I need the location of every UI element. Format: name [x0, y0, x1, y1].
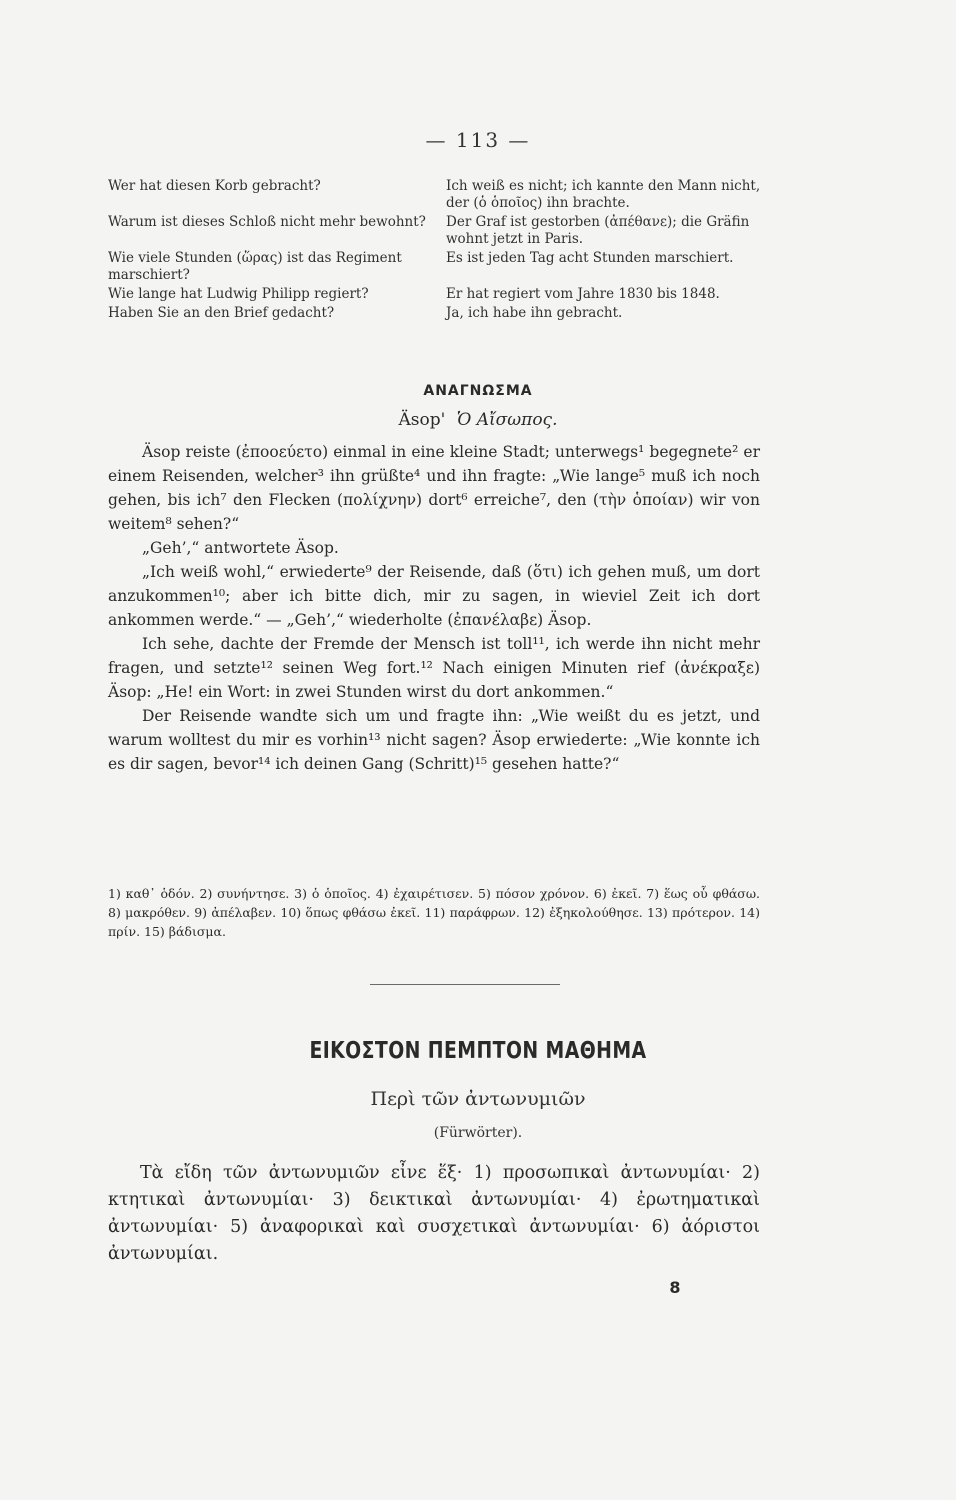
qa-row — [108, 286, 768, 303]
qa-row — [108, 178, 768, 212]
qa-row — [108, 214, 768, 248]
lesson-intro — [108, 1160, 760, 1268]
question: Haben Sie an den Brief gedacht? — [108, 305, 335, 321]
reading-heading: ΑΝΑΓΝΩΣΜΑ — [423, 383, 533, 399]
answer: Ich weiß es nicht; ich kannte den Mann nicht, der (ὁ ὁποῖος) ihn brachte. — [446, 178, 761, 211]
page-number: — 113 — — [425, 128, 531, 152]
answer: Der Graf ist gestorben (ἀπέθανε); die Gräfin wohnt jetzt in Paris. — [446, 214, 750, 247]
question: Warum ist dieses Schloß nicht mehr bewohnt? — [108, 214, 426, 230]
lesson-german-term: (Fürwörter). — [433, 1125, 523, 1141]
story-paragraph: „Geh’,“ antwortete Äsop. — [142, 539, 339, 557]
question: Wer hat diesen Korb gebracht? — [108, 178, 321, 194]
footnotes-text: 1) καθ᾿ ὁδόν. 2) συνήντησε. 3) ὁ ὁποῖος. 4) ἐχαιρέτισεν. 5) πόσον χρόνον. 6) ἐκεῖ. 7) ἕως οὗ φθάσω. 8) μακρόθεν. 9) ἀπέλαβεν. 10) ὅπως φθάσω ἐκεῖ. 11) παράφρων. 12) ἐξηκολούθησε. 13) πρότερον. 14) πρίν. 15) βάδισμα. — [108, 886, 760, 939]
reading-title — [0, 410, 956, 430]
signature-mark: 8 — [669, 1278, 681, 1297]
footnotes — [108, 884, 760, 941]
lesson-subtitle: Περὶ τῶν ἀντωνυμιῶν — [370, 1088, 586, 1110]
story-text — [108, 440, 760, 776]
section-divider — [370, 984, 560, 985]
lesson-intro-text: Τὰ εἴδη τῶν ἀντωνυμιῶν εἶνε ἕξ· 1) προσωπικαὶ ἀντωνυμίαι· 2) κτητικαὶ ἀντωνυμίαι· 3) δεικτικαὶ ἀντωνυμίαι· 4) ἐρωτηματικαὶ ἀντωνυμίαι· 5) ἀναφορικαὶ καὶ συσχετικαὶ ἀντωνυμίαι· 6) ἀόριστοι ἀντωνυμίαι. — [108, 1163, 760, 1264]
story-paragraph: Ich sehe, dachte der Fremde der Mensch ist toll¹¹, ich werde ihn nicht mehr fragen, und setzte¹² seinen Weg fort.¹² Nach einigen Minuten rief (ἀνέκραξε) Äsop: „He! ein Wort: in zwei Stunden wirst du dort ankommen.“ — [108, 635, 760, 701]
lesson-title: ΕΙΚΟΣΤΟΝ ΠΕΜΠΤΟΝ ΜΑΘΗΜΑ — [309, 1038, 647, 1064]
reading-title-greek: Ὁ Αἴσωπος. — [456, 410, 558, 430]
answer: Es ist jeden Tag acht Stunden marschiert. — [446, 250, 734, 266]
qa-row — [108, 305, 768, 322]
story-paragraph: Äsop reiste (ἐποοεύετο) einmal in eine kleine Stadt; unterwegs¹ begegnete² er einem Reisenden, welcher³ ihn grüßte⁴ und ihn fragte: „Wie lange⁵ muß ich noch gehen, bis ich⁷ den Flecken (πολίχνην) dort⁶ erreiche⁷, den (τὴν ὁποίαν) wir von weitem⁸ sehen?“ — [108, 443, 760, 533]
qa-row — [108, 250, 768, 284]
question: Wie lange hat Ludwig Philipp regiert? — [108, 286, 369, 302]
reading-title-german: Äsop' — [398, 410, 446, 430]
story-paragraph: „Ich weiß wohl,“ erwiederte⁹ der Reisende, daß (ὅτι) ich gehen muß, um dort anzukommen¹⁰; aber ich bitte dich, mir zu sagen, in wieviel Zeit ich dort ankommen werde.“ — „Geh’,“ wiederholte (ἐπανέλαβε) Äsop. — [108, 563, 760, 629]
question-answer-table — [108, 178, 768, 324]
story-paragraph: Der Reisende wandte sich um und fragte ihn: „Wie weißt du es jetzt, und warum wolltest du mir es vorhin¹³ nicht sagen? Äsop erwiederte: „Wie konnte ich es dir sagen, bevor¹⁴ ich deinen Gang (Schritt)¹⁵ gesehen hatte?“ — [108, 707, 760, 773]
answer: Ja, ich habe ihn gebracht. — [446, 305, 623, 321]
question: Wie viele Stunden (ὥρας) ist das Regiment marschiert? — [108, 250, 402, 283]
answer: Er hat regiert vom Jahre 1830 bis 1848. — [446, 286, 720, 302]
